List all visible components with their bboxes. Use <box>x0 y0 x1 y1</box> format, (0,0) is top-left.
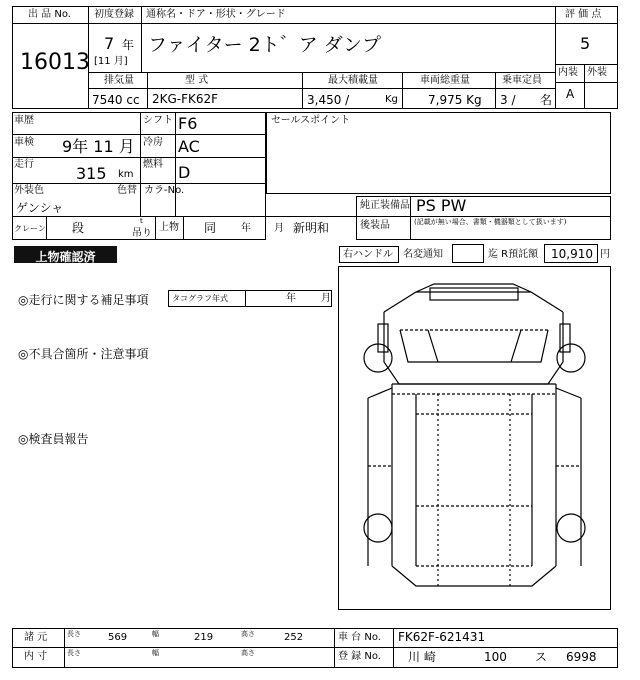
rhd-label: 右ハンドル <box>343 249 393 260</box>
max-load-unit: Kg <box>385 94 398 105</box>
body-same: 同 <box>204 221 217 235</box>
first-reg-year: 7 <box>104 34 115 53</box>
vehicle-name-label: 通称名・ドア・形状・グレード <box>146 9 286 20</box>
gross-weight-label: 車両総重量 <box>420 75 470 86</box>
deposit-label: 迄 R預託額 <box>488 249 539 260</box>
deposit-value: 10,910 <box>551 247 593 261</box>
interior-label: 内装 <box>558 67 578 78</box>
history-label: 車歴 <box>14 115 34 126</box>
vehicle-name: ファイター 2ト゛ア ダンプ <box>148 34 381 56</box>
mileage-unit: km <box>118 169 134 180</box>
height-value: 252 <box>284 632 304 643</box>
name-change-notice-box <box>452 244 484 263</box>
displacement-value: 7540 cc <box>92 93 140 107</box>
registration-region: 川 崎 <box>408 650 436 664</box>
deposit-unit: 円 <box>600 249 610 260</box>
mileage-label: 走行 <box>14 159 34 170</box>
inner-height-label: 高さ <box>241 649 255 657</box>
genuine-equipment-label: 純正装備品 <box>360 200 410 211</box>
registration-class: 100 <box>484 650 507 664</box>
capacity-label: 乗車定員 <box>502 75 542 86</box>
lot-number: 16013 <box>20 50 90 75</box>
tachograph-month-unit: 月 <box>321 293 331 304</box>
lot-no-label: 出 品 No. <box>28 9 71 20</box>
mileage-value: 315 <box>76 164 107 183</box>
inner-width-label: 幅 <box>152 649 159 657</box>
max-load-label: 最大積載量 <box>328 75 378 86</box>
body-month-unit: 月 <box>274 223 284 234</box>
chassis-label: 車 台 No. <box>338 632 381 643</box>
dims-label: 諸 元 <box>24 632 48 643</box>
inner-dims-label: 内 寸 <box>24 651 48 662</box>
grade-label: 評 価 点 <box>565 9 602 20</box>
body-label: 上物 <box>159 222 179 233</box>
tachograph-label: タコグラフ年式 <box>172 294 228 303</box>
aftermarket-label: 後装品 <box>360 220 390 231</box>
gross-weight-value: 7,975 Kg <box>428 93 482 107</box>
registration-kana: ス <box>535 650 548 664</box>
year-unit: 年 <box>122 38 135 52</box>
first-reg-label: 初度登録 <box>94 9 134 20</box>
inspector-heading: ◎検査員報告 <box>18 432 89 446</box>
genuine-equipment-value: PS PW <box>416 196 467 215</box>
inner-length-label: 長さ <box>67 649 81 657</box>
exterior-color-label: 外装色 <box>14 185 44 196</box>
width-value: 219 <box>194 632 214 643</box>
supplement-heading: ◎走行に関する補足事項 <box>18 293 149 307</box>
chassis-number: FK62F-621431 <box>398 630 486 644</box>
details-frame <box>12 112 266 240</box>
crane-hanging: 吊り <box>132 228 152 239</box>
crane-step: 段 <box>72 221 85 235</box>
model-value: 2KG-FK62F <box>152 92 219 106</box>
aircon-value: AC <box>178 137 200 156</box>
color-number-label: カラ-No. <box>144 185 185 196</box>
length-label: 長さ <box>67 630 81 638</box>
capacity-unit: 名 <box>540 93 553 107</box>
model-label: 型 式 <box>185 75 209 86</box>
width-label: 幅 <box>152 630 159 638</box>
interior-grade: A <box>566 87 575 101</box>
truck-diagram <box>338 266 611 610</box>
height-label: 高さ <box>241 630 255 638</box>
length-value: 569 <box>108 632 128 643</box>
name-change-notice-label: 名変通知 <box>403 249 443 260</box>
capacity-value: 3 / <box>500 93 516 107</box>
grade-value: 5 <box>580 34 591 53</box>
body-confirmed-sticker: 上物確認済 <box>14 246 117 263</box>
inspection-value: 9年 11 月 <box>62 137 135 156</box>
registration-number: 6998 <box>566 650 597 664</box>
aircon-label: 冷房 <box>143 137 163 148</box>
defects-heading: ◎不具合箇所・注意事項 <box>18 347 149 361</box>
exterior-label: 外装 <box>587 67 607 78</box>
fuel-label: 燃料 <box>143 159 163 170</box>
first-reg-month: [11 月] <box>94 56 128 67</box>
bottom-table <box>12 628 618 668</box>
registration-label: 登 録 No. <box>338 651 381 662</box>
inspection-label: 車検 <box>14 137 34 148</box>
exterior-color-value: ゲンシャ <box>16 201 64 215</box>
shift-label: シフト <box>143 115 173 126</box>
aftermarket-note: (記載が無い場合、書類・機器類として扱います) <box>414 218 567 226</box>
fuel-value: D <box>178 163 191 182</box>
crane-tons: t <box>140 217 143 225</box>
body-year-unit: 年 <box>241 223 251 234</box>
sales-point-label: セールスポイント <box>271 115 351 126</box>
displacement-label: 排気量 <box>104 75 134 86</box>
color-change-label: 色替 <box>117 185 137 196</box>
max-load-value: 3,450 / <box>307 93 350 107</box>
tachograph-year-unit: 年 <box>286 293 296 304</box>
shift-value: F6 <box>178 114 198 133</box>
crane-label: クレーン <box>14 224 46 233</box>
body-maker: 新明和 <box>293 221 330 235</box>
